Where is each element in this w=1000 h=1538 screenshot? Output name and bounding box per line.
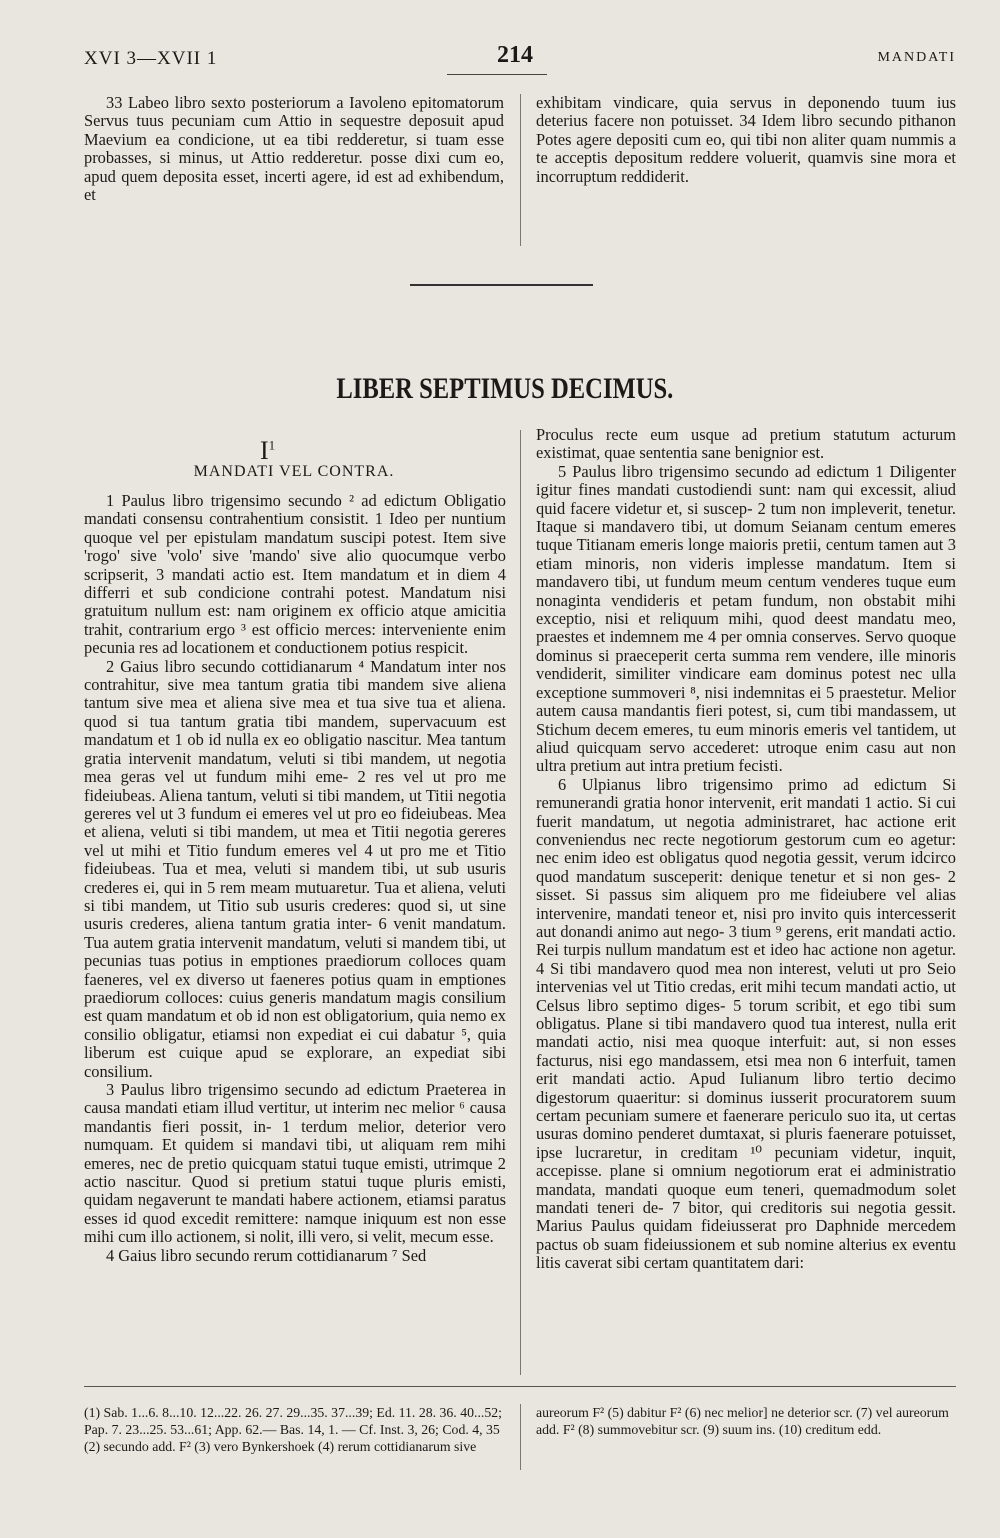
right-column — [536, 426, 956, 1273]
page-number: 214 — [497, 42, 533, 68]
top-left-text: 33 Labeo libro sexto posteriorum a Iavoleno epitomatorum Servus tuus pecuniam cum Attio in sequestre deposuit apud Maevium ea condicione, ut ea tibi redderetur, si tuam esse probasses, si minus, ut Attio redderetur. posse dixi cum eo, apud quem deposita esset, incerti agere, id est ad exhibendum, et — [84, 93, 504, 205]
book-title: LIBER SEPTIMUS DECIMUS. — [336, 372, 674, 405]
paragraph-fragment-4: 4 Gaius libro secundo rerum cottidianarum ⁷ Sed — [106, 1245, 427, 1265]
section-separator — [410, 284, 593, 286]
top-column-divider — [520, 94, 521, 246]
paragraph-fragment-2: 2 Gaius libro secundo cottidianarum ⁴ Mandatum inter nos contrahitur, sive mea tantum gratia tibi mandem sive aliena tantum sive mea et aliena sive mea et tua sive tua et aliena. quod si tua tantum gratia tibi mandem, supervacuum est mandatum et 1 ob id nulla ex eo obligatio nascitur. Mea tantum gratia intervenit mandatum, veluti si tibi mandem, ut negotia mea geras vel ut fundum mihi eme- 2 res vel ut pro me fideiubeas. Aliena tantum, veluti si tibi mandem, ut Titii negotia gereres vel ut 3 fundum ei emeres vel ut pro eo fideiubeas. Mea et aliena, veluti si tibi mandem, ut mea et Titii negotia gereres vel ut mihi et Titio fundum emeres vel 4 ut pro me et Titio fideiubeas. Tua et mea, veluti si mandem tibi, ut sub usuris crederes ei, qui in 5 rem meam mutuaretur. Tua et aliena, veluti si tibi mandem, ut Titio sub usuris crederes: quod si, ut sine usuris crederes, aliena tantum gratia inter- 6 venit mandatum. Tua autem gratia intervenit mandatum, veluti si mandem tibi, ut pecunias tuas potius in emptiones praediorum colloces quam faeneres, vel ex diverso ut faeneres potius quam in emptiones praediorum colloces: cuius generis mandatum magis consilium est quam mandatum et ob id non est obligatorium, quia nemo ex consilio obligatur, etiamsi non expediat ei cui dabatur ⁵, quia liberum est cuique apud se explorare, an expediat sibi consilium. — [84, 656, 506, 1081]
footnote-divider — [520, 1404, 521, 1470]
paragraph-fragment-4-cont: Proculus recte eum usque ad pretium statutum acturum existimat, quae sententia sane benignior est. — [536, 425, 956, 463]
main-column-divider — [520, 430, 521, 1375]
running-header — [84, 42, 956, 76]
paragraph-fragment-5: 5 Paulus libro trigensimo secundo ad edictum 1 Diligenter igitur fines mandati custodiendi sunt: nam qui excessit, aliud quid facere videtur et, si suscep- 2 tum non impleverit, tenetur. Itaque si mandavero tibi, ut domum Seianam centum emeres tuque Titianam emeris longe maioris pretii, centum tamen aut 3 etiam minoris, non videris implesse mandatum. Item si mandavero tibi, ut fundum meum centum venderes tuque eum nonaginta vendideris et petam fundum, non obstabit mihi exceptio, nisi et reliquum mihi, quod deest mandatu meo, praestes et indemnem me 4 per omnia conserves. Servo quoque dominus si praeceperit certa summa rem vendere, ille minoris vendiderit, similiter vindicare eam dominus potest nec ulla exceptione summoveri ⁸, nisi indemnitas ei 5 praestetur. Melior autem causa mandantis fieri potest, si, cum tibi mandassem, ut Stichum decem emeres, tu eum minoris emeris vel tantidem, ut aliud quicquam servo accederet: utroque enim casu aut non ultra pretium aut intra pretium fecisti. — [536, 461, 956, 776]
top-right-column — [536, 94, 956, 186]
title-number — [260, 436, 275, 466]
title-footnote-ref: 1 — [268, 437, 276, 453]
header-right-title: MANDATI — [877, 50, 956, 65]
title-number-text: I — [260, 436, 269, 465]
paragraph-fragment-1: 1 Paulus libro trigensimo secundo ² ad edictum Obligatio mandati consensu contrahentium consistit. 1 Ideo per nuntium quoque vel per epistulam mandatum suscipi potest. Item sive 'rogo' sive 'volo' sive 'mando' sive alio quocumque verbo scripserit, 3 mandati actio est. Item mandatum et in diem 4 differri et sub condicione contrahi potest. Mandatum nisi gratuitum nullum est: nam originem ex officio atque amicitia trahit, contrarium ergo ³ est officio merces: interveniente enim pecunia res ad locationem et conductionem potius respicit. — [84, 491, 506, 658]
footnote-rule — [84, 1386, 956, 1387]
left-column — [84, 492, 506, 1265]
paragraph-fragment-6: 6 Ulpianus libro trigensimo primo ad edictum Si remunerandi gratia honor intervenit, erit mandati 1 actio. Si cui fuerit mandatum, ut negotia administraret, hac actione erit conveniendus nec recte negotiorum gestorum cum eo agetur: nec enim ideo est obligatus quod negotia gessit, verum idcirco quod mandatum susceperit: denique tenetur et si non ges- 2 sisset. Si passus sim aliquem pro me fideiubere vel alias intervenire, mandati teneor et, nisi pro invito quis intercesserit aut donandi animo aut nego- 3 tium ⁹ gerens, erit mandati actio. Rei turpis nullum mandatum est et ideo hac actione non agetur. 4 Si tibi mandavero quod mea non interest, veluti ut pro Seio intervenias vel ut Titio credas, erit mihi tecum mandati actio, ut Celsus libro septimo diges- 5 torum scribit, et ego tibi sum obligatus. Plane si tibi mandavero quod tua interest, nulla erit mandati actio, nisi mea quoque interfuit: aut, si non esses facturus, nisi ego mandassem, etsi mea non 6 interfuit, tamen erit mandati actio. Apud Iulianum libro tertio decimo digestorum quaeritur: si dominus iusserit procuratorem suum certam pecuniam sumere et faenerare periculo suo ita, ut certas usuras domino penderet dumtaxat, si pluris faenerare potuisset, ipse lucraretur, in creditam ¹⁰ pecuniam videtur, inquit, accepisse. plane si omnium negotiorum erat ei administratio mandata, mandati quoque eum teneri, quemadmodum solet mandati teneri de- 7 bitor, qui creditoris sui negotia gessit. Marius Paulus quidam fideiusserat pro Daphnide mercedem pactus ob suam fideiussionem et sub nomine alterius ex eventu litis caverat sibi certam quantitatem dari: — [536, 774, 956, 1273]
paragraph-fragment-3: 3 Paulus libro trigensimo secundo ad edictum Praeterea in causa mandati etiam illud vertitur, ut interim nec melior ⁶ causa mandantis fieri possit, in- 1 terdum melior, deterior vero numquam. Et quidem si mandavi tibi, ut aliquam rem mihi emeres, nec de pretio quicquam statui tuque emisti, utrimque 2 actio nascitur. Quod si pretium statui tuque pluris emisti, quidam negaverunt te mandati habere actionem, etiamsi paratus esses id quod excedit remittere: namque iniquum est non esse mihi cum illo actionem, si nolit, illi vero, si velit, mecum esse. — [84, 1080, 506, 1247]
footnotes-left: (1) Sab. 1...6. 8...10. 12...22. 26. 27. 29...35. 37...39; Ed. 11. 28. 36. 40...52; Pap. 7. 23...25. 53...61; App. 62.— Bas. 14, 1. — Cf. Inst. 3, 26; Cod. 4, 35 (2) secundo add. F² (3) vero Bynkershoek (4) rerum cottidianarum sive — [84, 1405, 502, 1454]
top-left-column — [84, 94, 504, 204]
footnotes-right: aureorum F² (5) dabitur F² (6) nec melior] ne deterior scr. (7) vel aureorum add. F² (8) summovebitur scr. (9) suum ins. (10) creditum edd. — [536, 1405, 949, 1437]
top-right-text: exhibitam vindicare, quia servus in deponendo tuum ius deterius facere non potuisset. 34 Idem libro secundo pithanon Potes agere depositi cum eo, qui tibi non aliter quam nummis a te acceptis depositum reddere voluerit, quamvis sine mora et incorruptum reddiderit. — [536, 93, 956, 186]
header-rule — [447, 74, 547, 75]
header-left-ref: XVI 3—XVII 1 — [84, 48, 218, 69]
title-heading: MANDATI VEL CONTRA. — [193, 463, 395, 480]
